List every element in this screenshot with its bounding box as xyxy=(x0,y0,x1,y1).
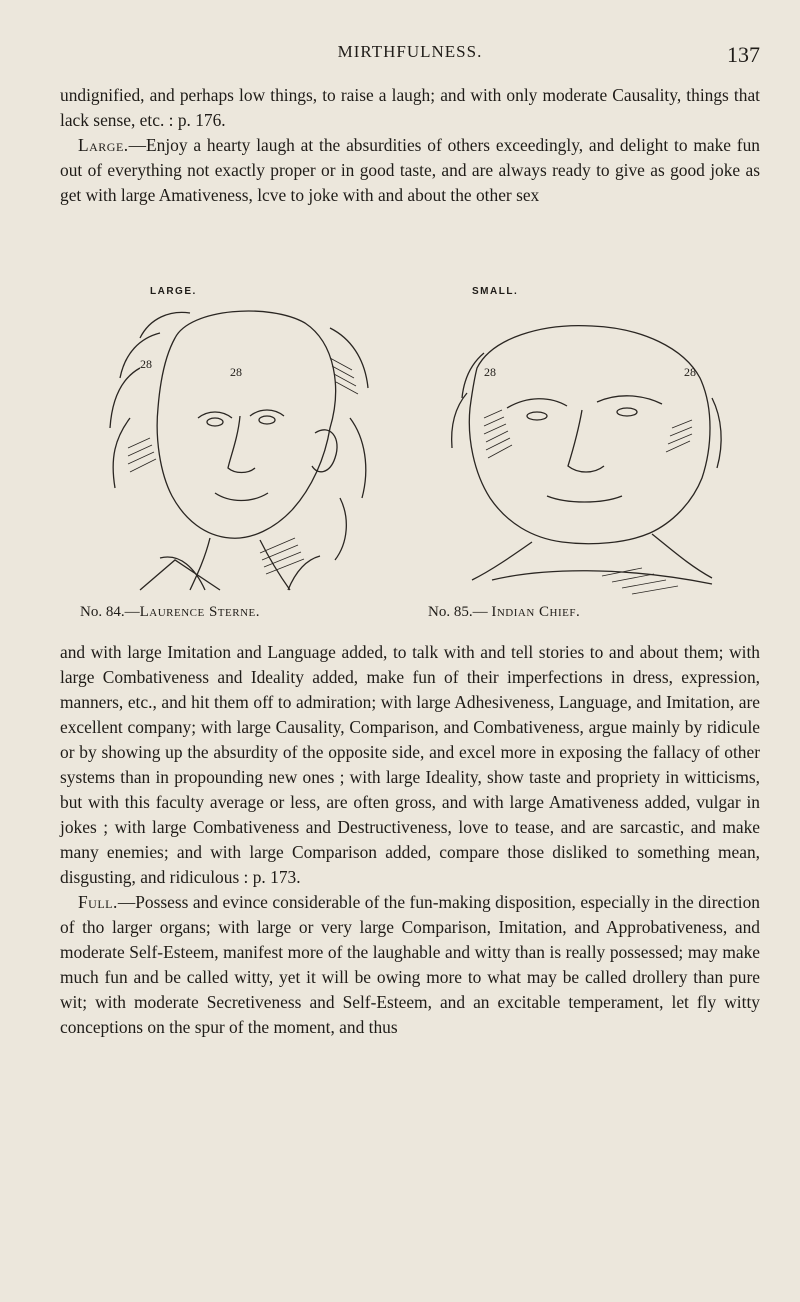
figure-name-indian-chief: Indian Chief. xyxy=(491,604,581,620)
paragraph-full-body: —Possess and evince considerable of the fun-making disposition, especially in the direction of tho larger organs; with large or very large Comparison, Imitation, and Approbativeness, and moderate Self-Esteem, manifest more of the laughable and witty than is really possessed; may make much fun and be called witty, yet it will be owing more to what may be called drollery than pure wit; with moderate Secretiveness and Self-Esteem, and an excitable temperament, let fly witty conceptions on the spur of the moment, and thus xyxy=(60,892,760,1037)
figures-row xyxy=(60,286,760,636)
top-text-block xyxy=(60,83,760,208)
running-head: MIRTHFULNESS. xyxy=(337,42,483,61)
portrait-engraving-indian-chief xyxy=(422,298,742,598)
paragraph-label-large: Large. xyxy=(78,135,129,155)
figure-size-label-large: LARGE. xyxy=(150,286,197,297)
organ-number-mark: 28 xyxy=(230,365,242,379)
figure-laurence-sterne xyxy=(80,286,400,636)
figure-size-label-small: SMALL. xyxy=(472,286,519,297)
paragraph-continuation: undignified, and perhaps low things, to raise a laugh; and with only moderate Causality, things that lack sense, etc. : p. 176. xyxy=(60,85,760,130)
organ-number-mark: 28 xyxy=(484,365,496,379)
figure-indian-chief xyxy=(422,286,742,636)
paragraph-large-body: —Enjoy a hearty laugh at the absurdities of others exceedingly, and delight to make fun out of everything not exactly proper or in good taste, and are always ready to give as good joke as get with large Amativeness, lcve to joke with and about the other sex xyxy=(60,135,760,205)
paragraph-large xyxy=(60,133,760,208)
figure-number-85: No. 85.— xyxy=(428,604,492,620)
portrait-engraving-sterne xyxy=(80,298,400,598)
figure-name-sterne: Laurence Sterne. xyxy=(139,604,260,620)
figure-number-84: No. 84.— xyxy=(80,604,140,620)
figure-caption-left xyxy=(80,604,260,621)
paragraph-label-full: Full. xyxy=(78,892,118,912)
paragraph-large-continued: and with large Imitation and Language added, to talk with and tell stories to and about them; with large Combativeness and Ideality added, make fun of their imperfections in dress, expression, manners, etc., and hit them off to admiration; with large Adhesiveness, Language, and Imitation, are excellent company; with large Causality, Comparison, and Combativeness, argue mainly by ridicule or by showing up the absurdity of the opposite side, and excel more in exposing the fallacy of other systems than in propounding new ones ; with large Ideality, show taste and propriety in witticisms, but with this faculty average or less, are often gross, and with large Amativeness added, vulgar in jokes ; with large Combativeness and Destructiveness, love to tease, and are sarcastic, and make many enemies; and with large Comparison added, compare those disliked to something mean, disgusting, and ridiculous : p. 173. xyxy=(60,642,760,887)
paragraph-full xyxy=(60,890,760,1040)
figure-caption-right xyxy=(428,604,580,621)
organ-number-mark: 28 xyxy=(684,365,696,379)
organ-number-mark: 28 xyxy=(140,357,152,371)
bottom-text-block xyxy=(60,640,760,1040)
page-number: 137 xyxy=(727,42,760,67)
page-header xyxy=(60,42,760,72)
